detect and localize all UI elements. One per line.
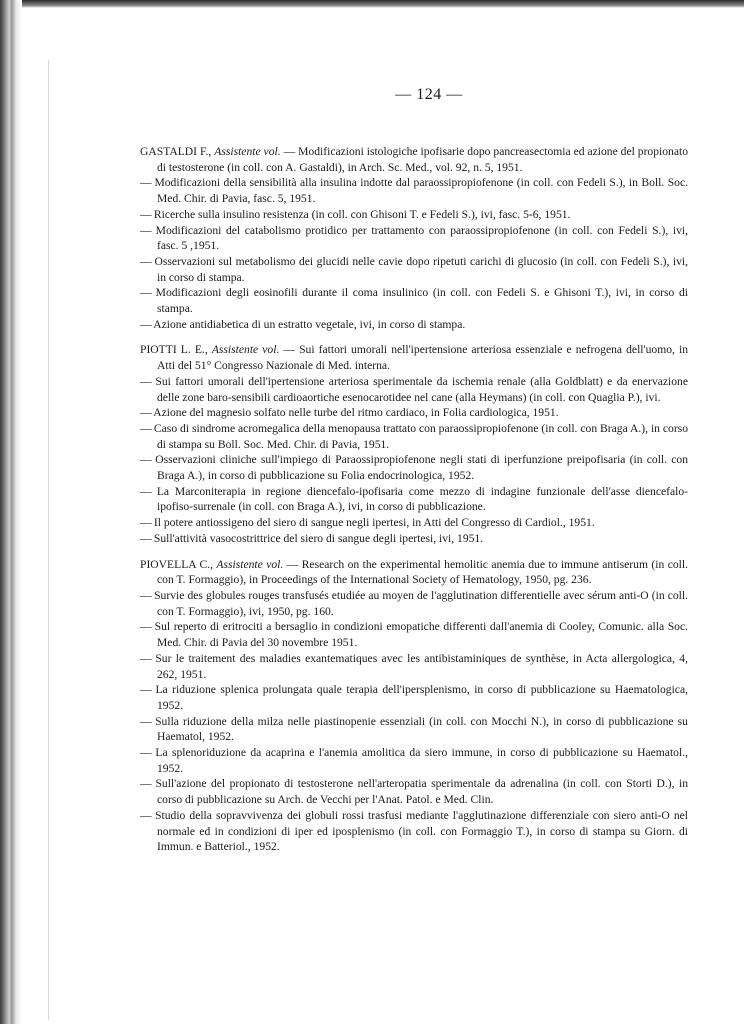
entry-dash: — <box>140 714 152 728</box>
publication-entry <box>140 588 688 619</box>
publication-entry <box>140 619 688 650</box>
author-role: Assistente vol. <box>216 557 284 571</box>
entry-text: Azione antidiabetica di un estratto vegetale, ivi, in corso di stampa. <box>153 317 466 331</box>
entry-dash: — <box>140 777 152 791</box>
entry-text: Sui fattori umorali dell'ipertensione arteriosa sperimentale da ischemia renale (alla Goldblatt) e da enervazione delle zone baro-sensibili cardioaortiche esenocarotidee nel cane (alla Heymans) (in coll. con Quaglia P.), ivi. <box>155 374 688 404</box>
entry-dash: — <box>140 651 152 665</box>
publication-list <box>140 144 688 855</box>
publication-entry <box>140 714 688 745</box>
publication-entry <box>140 421 688 452</box>
entry-text: Osservazioni cliniche sull'impiego di Paraossipropiofenone negli stati di iperfunzione preipofisaria (in coll. con Braga A.), in corso di pubblicazione su Folia endocrinologica, 1952. <box>155 453 688 483</box>
entry-dash: — <box>140 223 152 237</box>
publication-entry <box>140 374 688 405</box>
entry-dash: — <box>140 374 152 388</box>
scan-fold-line <box>48 60 49 1020</box>
entry-dash: — <box>140 588 152 602</box>
entry-text: La riduzione splenica prolungata quale terapia dell'ipersplenismo, in corso di pubblicazione su Haematologica, 1952. <box>155 683 688 712</box>
entry-text: Studio della sopravvivenza dei globuli rossi trasfusi mediante l'agglutinazione differenziale con siero anti-O nel normale ed in condizioni di iper ed iposplenismo (in coll. con Formaggio T.), in corso di stampa su Giorn. di Immun. e Batteriol., 1952. <box>155 808 689 854</box>
entry-text: Sull'attività vasocostrittrice del siero di sangue degli ipertesi, ivi, 1951. <box>153 531 484 545</box>
page-number: — 124 — <box>395 86 463 103</box>
publication-entry <box>140 207 688 223</box>
entry-text: Caso di sindrome acromegalica della menopausa trattato con paraossipropiofenone (in coll. con Braga A.), in corso di stampa su Boll. Soc. Med. Chir. di Pavia, 1951. <box>153 421 688 451</box>
entry-text: Survie des globules rouges transfusés etudiée au moyen de l'agglutination differentielle avec sérum anti-O (in coll. con T. Formaggio), ivi, 1950, pg. 160. <box>154 588 688 618</box>
publication-entry <box>140 515 688 531</box>
entry-dash: — <box>140 421 152 435</box>
entry-text: Sui fattori umorali nell'ipertensione arteriosa essenziale e nefrogena dell'uomo, in Atti del 51° Congresso Nazionale di Med. interna. <box>157 343 688 373</box>
entry-dash: — <box>140 207 152 221</box>
publication-entry <box>140 285 688 316</box>
entry-dash: — <box>140 531 152 545</box>
publication-entry <box>140 405 688 421</box>
publication-entry <box>140 254 688 285</box>
publication-entry <box>140 808 688 855</box>
entry-dash: — <box>140 484 152 498</box>
entry-text: Ricerche sulla insulino resistenza (in coll. con Ghisoni T. e Fedeli S.), ivi, fasc. 5-6, 1951. <box>153 207 571 221</box>
entry-dash: — <box>140 254 152 268</box>
author-role: Assistente vol. <box>211 343 280 357</box>
entry-text: Il potere antiossigeno del siero di sangue negli ipertesi, in Atti del Congresso di Cardiol., 1951. <box>153 516 595 530</box>
entry-dash: — <box>140 620 152 634</box>
publication-entry <box>140 651 688 682</box>
author-name: PIOVELLA C., <box>140 557 213 571</box>
entry-text: Sul reperto di eritrociti a bersaglio in condizioni emopatiche differenti dall'anemia di Cooley, Comunic. alla Soc. Med. Chir. di Pavia del 30 novembre 1951. <box>154 620 688 650</box>
scan-binding-edge <box>0 0 22 1024</box>
entry-dash: — <box>140 516 152 530</box>
author-separator: — <box>279 343 300 357</box>
publication-entry <box>140 317 688 333</box>
publication-entry <box>140 776 688 807</box>
entry-dash: — <box>140 683 152 697</box>
entry-text: La Marconiterapia in regione diencefalo-ipofisaria come mezzo di indagine funzionale dell'asse diencefalo-ipofiso-surrenale (in coll. con Braga A.), ivi, in corso di pubblicazione. <box>156 484 688 514</box>
author-block <box>140 557 688 855</box>
entry-dash: — <box>140 453 152 467</box>
entry-dash: — <box>140 746 152 760</box>
entry-dash: — <box>140 808 152 822</box>
author-name: PIOTTI L. E., <box>140 343 208 357</box>
entry-dash: — <box>140 176 152 190</box>
author-block <box>140 342 688 546</box>
publication-entry <box>140 531 688 547</box>
publication-entry <box>140 452 688 483</box>
author-name: GASTALDI F., <box>140 145 212 158</box>
entry-text: Azione del magnesio solfato nelle turbe del ritmo cardiaco, in Folia cardiologica, 1951. <box>153 406 559 420</box>
publication-entry <box>140 175 688 206</box>
entry-dash: — <box>140 406 152 420</box>
publication-entry <box>140 484 688 515</box>
entry-text: Modificazioni istologiche ipofisarie dopo pancreasectomia ed azione del propionato di testosterone (in coll. con A. Gastaldi), in Arch. Sc. Med., vol. 92, n. 5, 1951. <box>157 145 689 174</box>
author-first-entry <box>140 144 688 175</box>
entry-dash: — <box>140 317 152 331</box>
author-role: Assistente vol. <box>214 145 281 158</box>
entry-text: Modificazioni del catabolismo protidico per trattamento con paraossipropiofenone (in coll. con Fedeli S.), ivi, fasc. 5 ,1951. <box>155 223 689 253</box>
entry-text: La splenoriduzione da acaprina e l'anemia amolitica da siero immune, in corso di pubblicazione su Haematol., 1952. <box>155 746 688 775</box>
entry-dash: — <box>140 286 152 300</box>
author-block <box>140 144 688 332</box>
publication-entry <box>140 682 688 713</box>
entry-text: Modificazioni degli eosinofili durante il coma insulinico (in coll. con Fedeli S. e Ghisoni T.), ivi, in corso di stampa. <box>155 286 688 316</box>
scan-top-edge <box>0 0 744 8</box>
entry-text: Osservazioni sul metabolismo dei glucidi nelle cavie dopo ripetuti carichi di glucosio (in coll. con Fedeli S.), ivi, in corso di stampa. <box>154 254 688 284</box>
author-separator: — <box>283 557 302 571</box>
author-separator: — <box>280 145 299 158</box>
author-first-entry <box>140 342 688 373</box>
publication-entry <box>140 223 688 254</box>
document-page <box>140 86 688 865</box>
entry-text: Sull'azione del propionato di testosterone nell'arteropatia sperimentale da adrenalina (in coll. con Storti D.), in corso di pubblicazione su Arch. de Vecchi per l'Anat. Patol. e Med. Clin. <box>155 777 688 807</box>
author-first-entry <box>140 557 688 588</box>
entry-text: Sur le traitement des maladies exantematiques avec les antibistaminiques de synthèse, in Acta allergologica, 4, 262, 1951. <box>155 651 688 681</box>
entry-text: Research on the experimental hemolitic anemia due to immune antiserum (in coll. con T. Formaggio), in Proceedings of the International Society of Hematology, 1950, pg. 236. <box>157 557 688 587</box>
publication-entry <box>140 745 688 776</box>
entry-text: Modificazioni della sensibilità alla insulina indotte dal paraossipropiofenone (in coll. con Fedeli S.), in Boll. Soc. Med. Chir. di Pavia, fasc. 5, 1951. <box>154 176 688 206</box>
entry-text: Sulla riduzione della milza nelle piastinopenie essenziali (in coll. con Mocchi N.), in corso di pubblicazione su Haematol, 1952. <box>155 714 688 744</box>
